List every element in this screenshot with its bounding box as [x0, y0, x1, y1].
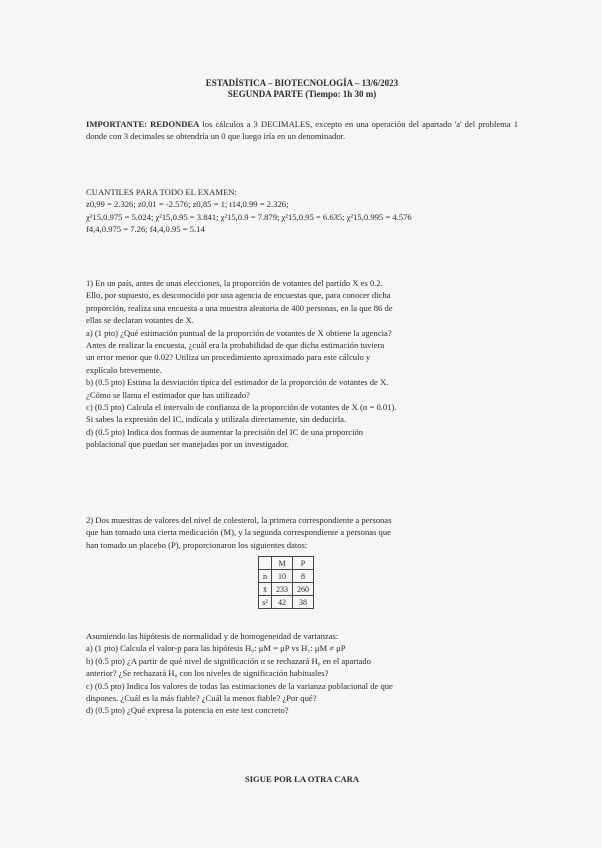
quantiles-line-3: f4,4,0.975 = 7.26; f4,4,0.95 = 5.14 [86, 224, 205, 235]
table-cell: 38 [293, 596, 314, 609]
p2-b-1: b) (0.5 pto) ¿A partir de qué nivel de significación α se rechazará H₀ en el apartado [86, 655, 372, 666]
important-text: los cálculos a 3 DECIMALES, excepto en una operación del apartado 'a' del problema 1 donde con 3 decimales se obtendría un 0 que luego iría en un denominador. [86, 119, 519, 142]
p1-d-2: poblacional que puedan ser manejadas por un investigador. [86, 439, 289, 450]
p1-a-1: a) (1 pto) ¿Qué estimación puntual de la proporción de votantes de X obtiene la agencia? [86, 327, 392, 338]
table-header-row [259, 557, 314, 570]
p1-a-3: un error menor que 0.02? Utiliza un procedimiento aproximado para este cálculo y [86, 352, 371, 363]
p1-intro-2: Ello, por supuesto, es desconocido por una agencia de encuestas que, para conocer dicha [86, 290, 391, 301]
exam-title: ESTADÍSTICA – BIOTECNOLOGÍA – 13/6/2023 [205, 78, 399, 88]
table-cell: 260 [293, 583, 314, 596]
quantiles-line-1: z0,99 = 2.326; z0,01 = -2.576; z0,85 = 1; t14,0.99 = 2.326; [86, 199, 289, 210]
important-label: IMPORTANTE: REDONDEA [86, 119, 200, 129]
table-row [259, 596, 314, 609]
problem-2-questions [86, 630, 518, 717]
table-cell: x̄ [259, 583, 272, 596]
p2-b-2: anterior? ¿Se rechazará H₀ con los niveles de significación habituales? [86, 668, 329, 679]
p1-b-2: ¿Cómo se llama el estimador que has utilizado? [86, 389, 250, 400]
p1-b-1: b) (0.5 pto) Estima la desviación típica del estimador de la proporción de votantes de X. [86, 377, 389, 388]
quantiles-line-2: χ²15,0.975 = 5.024; χ²15,0.95 = 3.841; χ²15,0.9 = 7.879; χ²15,0.95 = 6.635; χ²15,0.995 = 4.576 [86, 211, 412, 222]
p1-intro-4: ellas se declaran votantes de X. [86, 315, 194, 326]
p1-intro-3: proporción, realiza una encuesta a una muestra aleatoria de 400 personas, en la que 86 de [86, 302, 393, 313]
table-cell: 42 [272, 596, 293, 609]
p2-d-1: d) (0.5 pto) ¿Qué expresa la potencia en este test concreto? [86, 705, 289, 716]
p1-c-1: c) (0.5 pto) Calcula el intervalo de confianza de la proporción de votantes de X (α = 0.01). [86, 402, 397, 413]
quantiles-section [86, 186, 518, 236]
table-cell: 8 [293, 570, 314, 583]
p2-c-1: c) (0.5 pto) Indica los valores de todas las estimaciones de la varianza poblacional de que [86, 680, 393, 691]
p2-a-1: a) (1 pto) Calcula el valor-p para las hipótesis H₀: μM = μP vs H₁: μM ≠ μP [86, 643, 346, 654]
problem-2 [86, 514, 518, 551]
p2-intro-2: que han tomado una cierta medicación (M), y la segunda correspondiente a personas que [86, 527, 391, 538]
p2-intro-1: 2) Dos muestras de valores del nivel de colesterol, la primera correspondiente a personas [86, 515, 392, 525]
p1-d-1: d) (0.5 pto) Indica dos formas de aumentar la precisión del IC de una proporción [86, 426, 364, 437]
table-row [259, 570, 314, 583]
problem-1 [86, 277, 518, 451]
table-cell: 233 [272, 583, 293, 596]
p1-c-2: Si sabes la expresión del IC, indícala y utilízala directamente, sin deducirla. [86, 414, 347, 425]
p1-intro-1: 1) En un país, antes de unas elecciones, la proporción de votantes del partido X es 0.2. [86, 278, 383, 288]
table-header-cell: P [293, 557, 314, 570]
exam-header [86, 78, 518, 100]
table-header-cell: M [272, 557, 293, 570]
p1-a-4: explícalo brevemente. [86, 364, 162, 375]
data-table [258, 556, 314, 609]
table-row [259, 583, 314, 596]
p2-intro-3: han tomado un placebo (P), proporcionaron los siguientes datos: [86, 539, 308, 550]
table-header-cell [259, 557, 272, 570]
p2-c-2: dispones. ¿Cuál es la más fiable? ¿Cuál la menos fiable? ¿Por qué? [86, 693, 317, 704]
p2-assumption: Asumiendo las hipótesis de normalidad y de homogeneidad de varianzas: [86, 631, 339, 641]
important-note [86, 118, 518, 143]
table-cell: s² [259, 596, 272, 609]
quantiles-heading: CUANTILES PARA TODO EL EXAMEN: [86, 187, 237, 197]
continue-footer: SIGUE POR LA OTRA CARA [244, 774, 360, 784]
table-cell: n [259, 570, 272, 583]
exam-subtitle: SEGUNDA PARTE (Tiempo: 1h 30 m) [227, 89, 377, 99]
p1-a-2: Antes de realizar la encuesta, ¿cuál era la probabilidad de que dicha estimación tuviera [86, 340, 385, 351]
table-cell: 10 [272, 570, 293, 583]
